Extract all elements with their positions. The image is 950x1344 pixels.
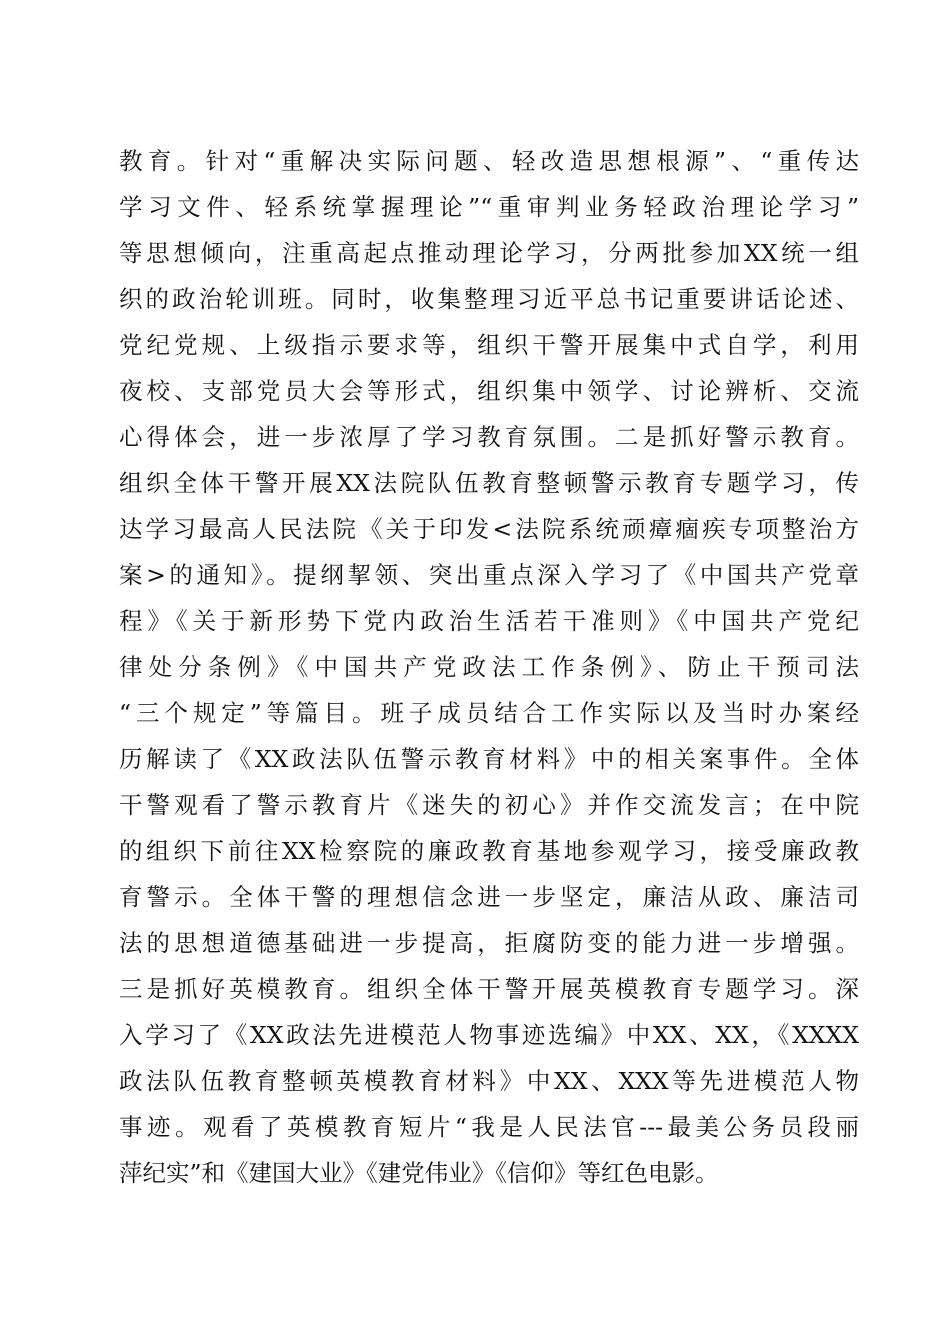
- text-line: 程》《关于新形势下党内政治生活若干准则》《中国共产党纪: [119, 607, 859, 635]
- text-line: 育警示。全体干警的理想信念进一步坚定，廉洁从政、廉洁司: [119, 883, 859, 911]
- text-line: 政法队伍教育整顿英模教育材料》中XX、XXX等先进模范人物: [119, 1067, 859, 1095]
- text-line: 学习文件、轻系统掌握理论”“重审判业务轻政治理论学习”: [119, 193, 859, 221]
- text-line: 达学习最高人民法院《关于印发<法院系统顽瘴痼疾专项整治方: [119, 515, 859, 543]
- text-line: 夜校、支部党员大会等形式，组织集中领学、讨论辨析、交流: [119, 377, 859, 405]
- text-line: 的组织下前往XX检察院的廉政教育基地参观学习，接受廉政教: [119, 837, 859, 865]
- text-line: 萍纪实”和《建国大业》《建党伟业》《信仰》等红色电影。: [119, 1159, 719, 1187]
- text-line: 律处分条例》《中国共产党政法工作条例》、防止干预司法: [119, 653, 859, 681]
- body-paragraph: [119, 138, 859, 1196]
- text-line: 三是抓好英模教育。组织全体干警开展英模教育专题学习。深: [119, 975, 859, 1003]
- text-line: 历解读了《XX政法队伍警示教育材料》中的相关案事件。全体: [119, 745, 859, 773]
- text-line: 案>的通知》。提纲挈领、突出重点深入学习了《中国共产党章: [119, 561, 859, 589]
- text-line: 织的政治轮训班。同时，收集整理习近平总书记重要讲话论述、: [119, 285, 859, 313]
- text-line: 心得体会，进一步浓厚了学习教育氛围。二是抓好警示教育。: [119, 423, 859, 451]
- text-line: 教育。针对“重解决实际问题、轻改造思想根源”、“重传达: [119, 147, 859, 175]
- text-line: 党纪党规、上级指示要求等，组织干警开展集中式自学，利用: [119, 331, 859, 359]
- text-line: 等思想倾向，注重高起点推动理论学习，分两批参加XX统一组: [119, 239, 859, 267]
- text-line: 入学习了《XX政法先进模范人物事迹选编》中XX、XX，《XXXX: [119, 1021, 859, 1049]
- text-line: 法的思想道德基础进一步提高，拒腐防变的能力进一步增强。: [119, 929, 859, 957]
- text-line: 干警观看了警示教育片《迷失的初心》并作交流发言；在中院: [119, 791, 859, 819]
- text-line: “三个规定”等篇目。班子成员结合工作实际以及当时办案经: [119, 699, 859, 727]
- text-line: 组织全体干警开展XX法院队伍教育整顿警示教育专题学习，传: [119, 469, 859, 497]
- text-line: 事迹。观看了英模教育短片“我是人民法官---最美公务员段丽: [119, 1113, 859, 1141]
